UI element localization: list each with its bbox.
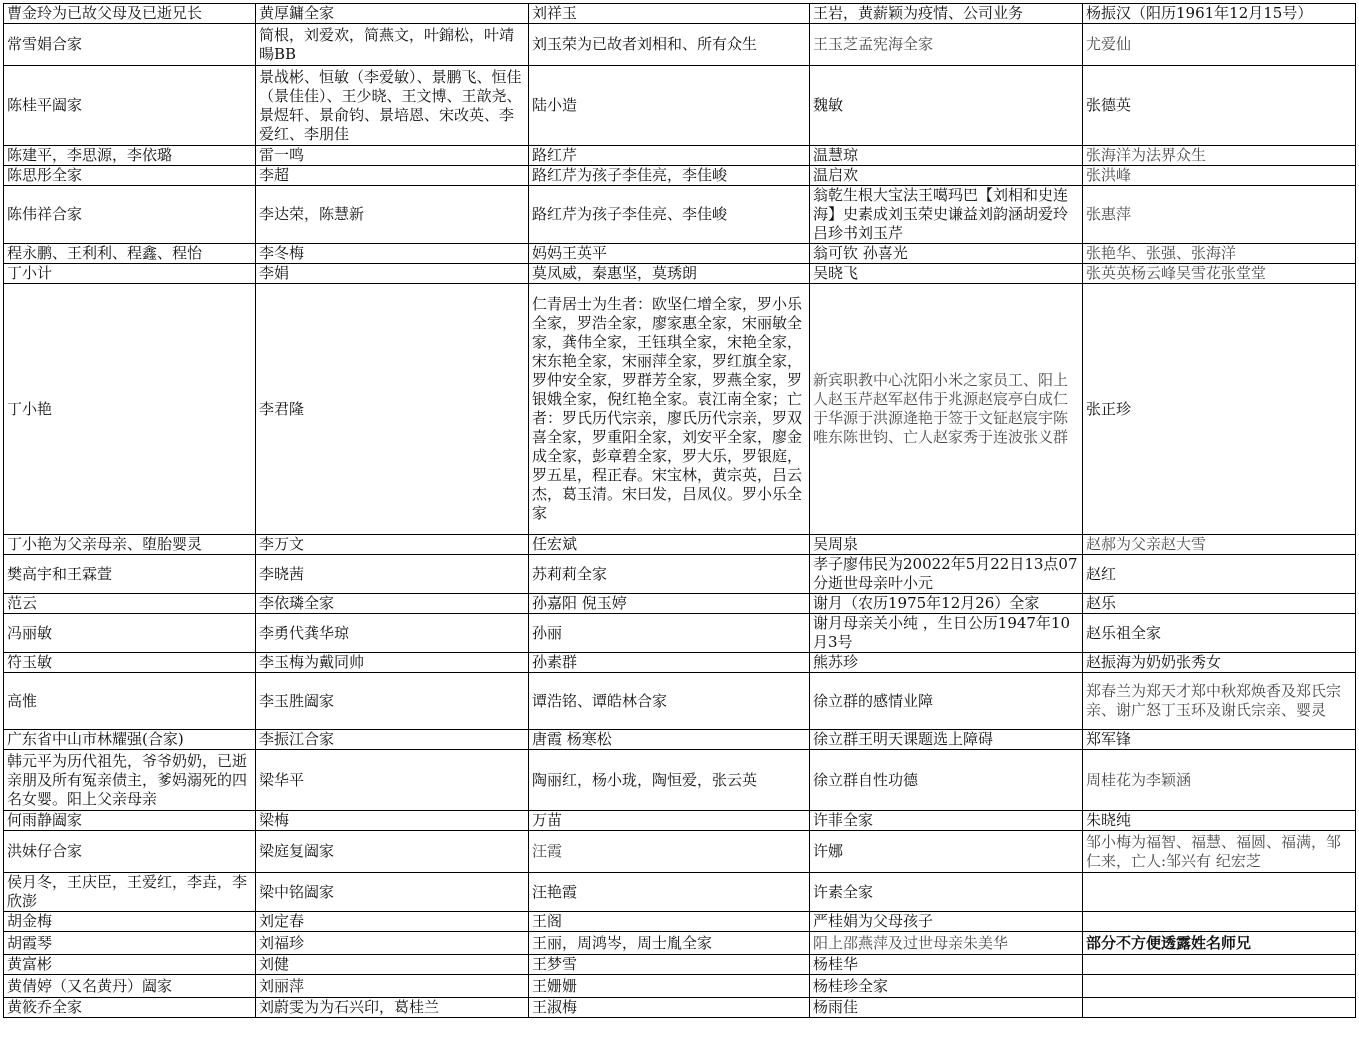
table-cell: 尤爱仙 — [1083, 24, 1356, 66]
table-cell: 李玉梅为戴同帅 — [256, 653, 529, 673]
table-cell: 吴晓飞 — [810, 264, 1083, 284]
dedication-name-table — [3, 3, 1356, 1018]
table-cell: 赵郝为父亲赵大雪 — [1083, 535, 1356, 555]
table-cell: 丁小艳 — [4, 284, 256, 535]
table-cell: 陈思彤全家 — [4, 166, 256, 186]
table-cell: 阳上邵燕萍及过世母亲朱美华 — [810, 932, 1083, 955]
table-body — [4, 4, 1356, 1018]
table-cell: 广东省中山市林耀强(合家) — [4, 730, 256, 750]
table-row — [4, 673, 1356, 730]
table-cell: 洪妹仔合家 — [4, 831, 256, 873]
table-cell: 黄富彬 — [4, 955, 256, 975]
table-cell: 胡金梅 — [4, 912, 256, 932]
table-row — [4, 186, 1356, 244]
table-cell: 樊高宇和王霖萱 — [4, 555, 256, 594]
table-row — [4, 750, 1356, 811]
table-cell: 符玉敏 — [4, 653, 256, 673]
table-cell: 新宾职教中心沈阳小米之家员工、阳上人赵玉芹赵军赵伟于兆源赵宸亭白成仁于华源于洪源逄艳于签于文钲赵宸宇陈唯东陈世钧、亡人赵家秀于连波张义群 — [810, 284, 1083, 535]
table-cell: 张德英 — [1083, 66, 1356, 146]
table-cell: 许娜 — [810, 831, 1083, 873]
table-cell: 黄筱乔全家 — [4, 998, 256, 1018]
table-cell: 李振江合家 — [256, 730, 529, 750]
table-cell: 张海洋为法界众生 — [1083, 146, 1356, 166]
table-cell: 李玉胜阖家 — [256, 673, 529, 730]
table-cell: 高惟 — [4, 673, 256, 730]
table-cell: 温慧琼 — [810, 146, 1083, 166]
table-cell: 胡霞琴 — [4, 932, 256, 955]
table-cell: 邹小梅为福智、福慧、福圆、福满，邹仁来，亡人:邹兴有 纪宏芝 — [1083, 831, 1356, 873]
table-cell: 张正珍 — [1083, 284, 1356, 535]
table-cell: 陈桂平阖家 — [4, 66, 256, 146]
table-cell: 严桂娟为父母孩子 — [810, 912, 1083, 932]
table-row — [4, 730, 1356, 750]
table-cell: 李依璘全家 — [256, 594, 529, 614]
table-cell: 赵振海为奶奶张秀女 — [1083, 653, 1356, 673]
table-cell: 路红芹为孩子李佳亮，李佳峻 — [529, 166, 810, 186]
table-cell: 李冬梅 — [256, 244, 529, 264]
table-cell: 陈伟祥合家 — [4, 186, 256, 244]
table-cell: 魏敏 — [810, 66, 1083, 146]
table-row — [4, 284, 1356, 535]
table-cell: 刘定春 — [256, 912, 529, 932]
table-cell: 范云 — [4, 594, 256, 614]
table-cell: 王梦雪 — [529, 955, 810, 975]
table-cell: 孙嘉阳 倪玉婷 — [529, 594, 810, 614]
table-cell: 曹金玲为已故父母及已逝兄长 — [4, 4, 256, 24]
table-cell: 徐立群王明天课题选上障碍 — [810, 730, 1083, 750]
table-cell: 陆小造 — [529, 66, 810, 146]
table-cell: 张英英杨云峰吴雪花张堂堂 — [1083, 264, 1356, 284]
table-cell: 刘玉荣为已故者刘相和、所有众生 — [529, 24, 810, 66]
table-cell: 杨桂珍全家 — [810, 975, 1083, 998]
table-cell — [1083, 998, 1356, 1018]
table-cell: 王丽，周鸿岑，周士胤全家 — [529, 932, 810, 955]
table-cell: 翁乾生根大宝法王噶玛巴【刘相和史连海】史素成刘玉荣史谦益刘韵涵胡爱玲吕珍书刘玉芹 — [810, 186, 1083, 244]
table-cell: 许素全家 — [810, 873, 1083, 912]
table-cell: 李万文 — [256, 535, 529, 555]
table-cell: 侯月冬，王庆臣，王爱红，李垚，李欣澎 — [4, 873, 256, 912]
table-cell: 朱晓纯 — [1083, 811, 1356, 831]
table-cell: 刘丽萍 — [256, 975, 529, 998]
table-row — [4, 653, 1356, 673]
table-cell: 翁可钦 孙喜光 — [810, 244, 1083, 264]
table-cell: 李娟 — [256, 264, 529, 284]
table-cell: 王阁 — [529, 912, 810, 932]
table-row — [4, 873, 1356, 912]
table-row — [4, 998, 1356, 1018]
table-cell: 李达荣，陈慧新 — [256, 186, 529, 244]
table-cell: 徐立群的感情业障 — [810, 673, 1083, 730]
table-cell: 王姗姗 — [529, 975, 810, 998]
table-cell: 孝子廖伟民为20022年5月22日13点07分逝世母亲叶小元 — [810, 555, 1083, 594]
table-row — [4, 932, 1356, 955]
table-cell: 汪艳霞 — [529, 873, 810, 912]
table-cell: 吴周泉 — [810, 535, 1083, 555]
table-cell: 丁小计 — [4, 264, 256, 284]
table-cell: 徐立群自性功德 — [810, 750, 1083, 811]
table-cell: 赵乐 — [1083, 594, 1356, 614]
table-cell: 冯丽敏 — [4, 614, 256, 653]
table-cell: 郑春兰为郑天才郑中秋郑焕香及郑氏宗亲、谢广怒丁玉环及谢氏宗亲、婴灵 — [1083, 673, 1356, 730]
table-cell: 梁华平 — [256, 750, 529, 811]
table-row — [4, 24, 1356, 66]
table-cell: 周桂花为李颖涵 — [1083, 750, 1356, 811]
table-cell: 孙素群 — [529, 653, 810, 673]
table-cell: 李超 — [256, 166, 529, 186]
table-cell — [1083, 955, 1356, 975]
table-cell: 张艳华、张强、张海洋 — [1083, 244, 1356, 264]
table-row — [4, 912, 1356, 932]
table-cell: 景战彬、恒敏（李爱敏）、景鹏飞、恒佳（景佳佳）、王少晓、王文博、王歆尧、景煜轩、景俞钧、景培恩、宋改英、李爱红、李朋佳 — [256, 66, 529, 146]
table-cell: 赵乐祖全家 — [1083, 614, 1356, 653]
table-cell: 王岩，黄薪颖为疫情、公司业务 — [810, 4, 1083, 24]
table-row — [4, 831, 1356, 873]
table-row — [4, 555, 1356, 594]
table-row — [4, 244, 1356, 264]
table-cell: 常雪娟合家 — [4, 24, 256, 66]
table-cell: 仁青居士为生者：欧坚仁增全家，罗小乐全家，罗浩全家，廖家惠全家，宋丽敏全家，龚伟全家，王钰琪全家，宋艳全家，宋东艳全家，宋丽萍全家，罗红旗全家，罗仲安全家，罗群芳全家，罗燕全家，罗银娥全家，倪红艳全家。袁江南全家；亡者：罗氏历代宗亲，廖氏历代宗亲，罗双喜全家，罗重阳全家，刘安平全家，廖金成全家，彭章碧全家，罗大乐，罗银庭，罗五星，程正春。宋宝林，黄宗英，吕云杰，葛玉清。宋曰发，吕凤仪。罗小乐全家 — [529, 284, 810, 535]
table-cell: 程永鹏、王利利、程鑫、程怡 — [4, 244, 256, 264]
table-cell: 郑军锋 — [1083, 730, 1356, 750]
table-cell: 梁中铭阖家 — [256, 873, 529, 912]
table-cell: 熊苏珍 — [810, 653, 1083, 673]
table-cell: 韩元平为历代祖先，爷爷奶奶，已逝亲朋及所有冤亲债主，爹妈溺死的四名女婴。阳上父亲母亲 — [4, 750, 256, 811]
table-cell: 温启欢 — [810, 166, 1083, 186]
table-cell: 刘蔚雯为为石兴印，葛桂兰 — [256, 998, 529, 1018]
table-cell: 刘福珍 — [256, 932, 529, 955]
table-cell: 杨雨佳 — [810, 998, 1083, 1018]
table-cell: 丁小艳为父亲母亲、堕胎婴灵 — [4, 535, 256, 555]
table-row — [4, 594, 1356, 614]
table-cell: 路红芹 — [529, 146, 810, 166]
table-cell: 雷一鸣 — [256, 146, 529, 166]
table-cell: 苏莉莉全家 — [529, 555, 810, 594]
table-row — [4, 811, 1356, 831]
table-cell: 王淑梅 — [529, 998, 810, 1018]
table-row — [4, 614, 1356, 653]
table-cell: 谢月母亲关小纯 ，生日公历1947年10月3号 — [810, 614, 1083, 653]
table-cell: 部分不方便透露姓名师兄 — [1083, 932, 1356, 955]
table-cell: 李君隆 — [256, 284, 529, 535]
table-cell: 任宏斌 — [529, 535, 810, 555]
table-row — [4, 146, 1356, 166]
table-cell: 李勇代龚华琼 — [256, 614, 529, 653]
table-cell: 陶丽红，杨小珑，陶恒爱，张云英 — [529, 750, 810, 811]
table-cell: 何雨静阖家 — [4, 811, 256, 831]
table-cell: 张惠萍 — [1083, 186, 1356, 244]
table-cell — [1083, 975, 1356, 998]
table-cell: 刘祥玉 — [529, 4, 810, 24]
table-cell — [1083, 912, 1356, 932]
table-cell: 梁梅 — [256, 811, 529, 831]
table-cell: 汪霞 — [529, 831, 810, 873]
table-row — [4, 66, 1356, 146]
table-row — [4, 955, 1356, 975]
table-row — [4, 166, 1356, 186]
table-cell: 王玉芝孟宪海全家 — [810, 24, 1083, 66]
table-cell: 黄倩婷（又名黄丹）阖家 — [4, 975, 256, 998]
table-cell: 谢月（农历1975年12月26）全家 — [810, 594, 1083, 614]
table-cell: 张洪峰 — [1083, 166, 1356, 186]
table-cell: 刘健 — [256, 955, 529, 975]
table-cell: 万苗 — [529, 811, 810, 831]
table-cell: 唐霞 杨寒松 — [529, 730, 810, 750]
table-cell: 杨桂华 — [810, 955, 1083, 975]
table-cell: 路红芹为孩子李佳亮、李佳峻 — [529, 186, 810, 244]
table-row — [4, 4, 1356, 24]
table-row — [4, 975, 1356, 998]
table-cell: 赵红 — [1083, 555, 1356, 594]
table-cell: 许菲全家 — [810, 811, 1083, 831]
table-cell: 简根，刘爱欢，简燕文，叶錦松，叶靖暘BB — [256, 24, 529, 66]
table-cell: 莫凤威，秦惠坚，莫琇朗 — [529, 264, 810, 284]
table-cell — [1083, 873, 1356, 912]
table-cell: 黄厚鏞全家 — [256, 4, 529, 24]
table-row — [4, 535, 1356, 555]
table-cell: 梁庭复阖家 — [256, 831, 529, 873]
table-cell: 孙丽 — [529, 614, 810, 653]
table-cell: 杨振汉（阳历1961年12月15号） — [1083, 4, 1356, 24]
table-cell: 谭浩铭、谭皓林合家 — [529, 673, 810, 730]
table-row — [4, 264, 1356, 284]
table-cell: 妈妈王英平 — [529, 244, 810, 264]
table-cell: 李晓茜 — [256, 555, 529, 594]
table-cell: 陈建平，李思源，李依璐 — [4, 146, 256, 166]
